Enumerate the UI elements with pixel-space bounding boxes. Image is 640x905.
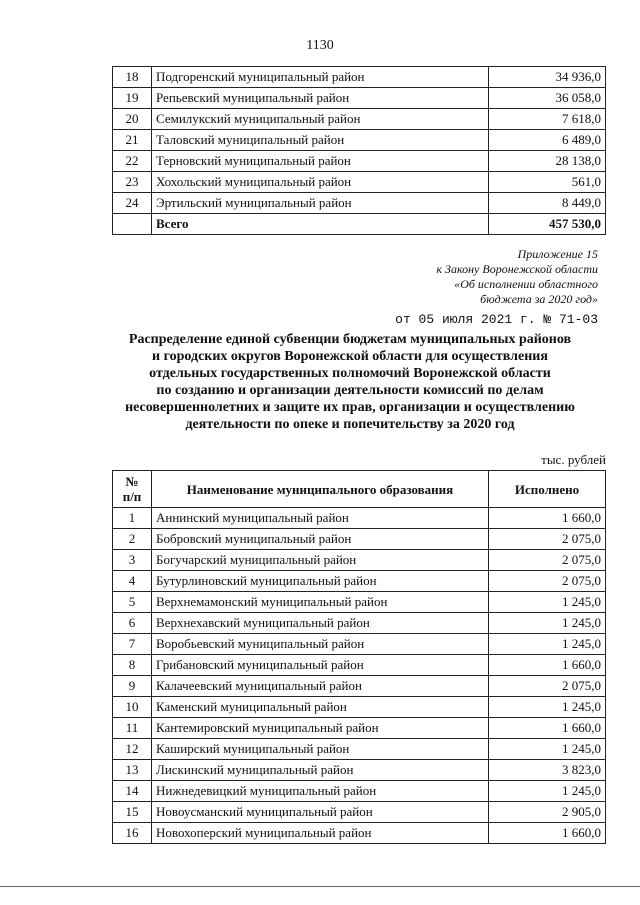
law-reference: от 05 июля 2021 г. № 71-03: [395, 312, 598, 327]
table-row: [113, 823, 606, 844]
total-label: Всего: [152, 214, 489, 235]
row-value: 28 138,0: [489, 151, 606, 172]
header-num: [113, 471, 152, 508]
row-number: 20: [113, 109, 152, 130]
header-value: Исполнено: [489, 471, 606, 508]
row-name: Воробьевский муниципальный район: [152, 634, 489, 655]
row-value: 1 660,0: [489, 823, 606, 844]
row-number: 4: [113, 571, 152, 592]
row-name: Грибановский муниципальный район: [152, 655, 489, 676]
units-label: тыс. рублей: [541, 452, 606, 467]
appendix-line: «Об исполнении областного: [454, 277, 598, 291]
row-number: 16: [113, 823, 152, 844]
row-number: 8: [113, 655, 152, 676]
row-number: 22: [113, 151, 152, 172]
row-value: 36 058,0: [489, 88, 606, 109]
row-number: 24: [113, 193, 152, 214]
row-number: 9: [113, 676, 152, 697]
row-number: 13: [113, 760, 152, 781]
table-header-row: [113, 471, 606, 508]
row-name: Лискинский муниципальный район: [152, 760, 489, 781]
row-number: 5: [113, 592, 152, 613]
total-num-cell: [113, 214, 152, 235]
row-number: 23: [113, 172, 152, 193]
row-name: Семилукский муниципальный район: [152, 109, 489, 130]
row-value: 1 245,0: [489, 613, 606, 634]
title-line: и городских округов Воронежской области для осуществления: [152, 349, 548, 364]
title-line: отдельных государственных полномочий Воронежской области: [149, 366, 551, 381]
table-row: [113, 781, 606, 802]
row-name: Каменский муниципальный район: [152, 697, 489, 718]
row-value: 1 245,0: [489, 592, 606, 613]
table-row: [113, 130, 606, 151]
row-name: Калачеевский муниципальный район: [152, 676, 489, 697]
row-name: Подгоренский муниципальный район: [152, 67, 489, 88]
row-value: 2 075,0: [489, 529, 606, 550]
header-num-line1: №: [125, 474, 139, 489]
appendix-line: бюджета за 2020 год»: [480, 292, 598, 306]
row-value: 2 905,0: [489, 802, 606, 823]
table1-body: [113, 67, 606, 214]
row-value: 1 245,0: [489, 697, 606, 718]
row-number: 14: [113, 781, 152, 802]
row-value: 2 075,0: [489, 676, 606, 697]
header-num-line2: п/п: [122, 489, 142, 504]
row-value: 1 245,0: [489, 634, 606, 655]
table-row: [113, 760, 606, 781]
table-row: [113, 193, 606, 214]
row-value: 1 660,0: [489, 655, 606, 676]
row-value: 1 660,0: [489, 718, 606, 739]
subsidy-table: [112, 470, 606, 844]
subsidy-table-continued: [112, 66, 606, 235]
row-number: 11: [113, 718, 152, 739]
row-value: 3 823,0: [489, 760, 606, 781]
row-name: Терновский муниципальный район: [152, 151, 489, 172]
row-number: 21: [113, 130, 152, 151]
row-number: 3: [113, 550, 152, 571]
row-name: Аннинский муниципальный район: [152, 508, 489, 529]
table-row: [113, 571, 606, 592]
table-row: [113, 655, 606, 676]
row-number: 10: [113, 697, 152, 718]
title-line: несовершеннолетних и защите их прав, организации и осуществлению: [125, 400, 575, 415]
table-row: [113, 151, 606, 172]
row-name: Верхнемамонский муниципальный район: [152, 592, 489, 613]
appendix-line: Приложение 15: [517, 247, 598, 261]
row-number: 2: [113, 529, 152, 550]
table-row: [113, 697, 606, 718]
row-number: 15: [113, 802, 152, 823]
table-row: [113, 676, 606, 697]
row-number: 1: [113, 508, 152, 529]
appendix-block: [436, 247, 598, 307]
row-value: 561,0: [489, 172, 606, 193]
table-row: [113, 508, 606, 529]
row-value: 8 449,0: [489, 193, 606, 214]
table-row: [113, 67, 606, 88]
footer-divider: [0, 886, 640, 887]
table-row: [113, 529, 606, 550]
row-value: 1 660,0: [489, 508, 606, 529]
row-name: Репьевский муниципальный район: [152, 88, 489, 109]
row-number: 7: [113, 634, 152, 655]
page-number: 1130: [306, 38, 334, 53]
row-name: Новоусманский муниципальный район: [152, 802, 489, 823]
row-name: Эртильский муниципальный район: [152, 193, 489, 214]
row-name: Богучарский муниципальный район: [152, 550, 489, 571]
header-name: Наименование муниципального образования: [152, 471, 489, 508]
row-number: 6: [113, 613, 152, 634]
row-value: 1 245,0: [489, 739, 606, 760]
row-value: 6 489,0: [489, 130, 606, 151]
table-row: [113, 592, 606, 613]
table-row: [113, 634, 606, 655]
row-value: 7 618,0: [489, 109, 606, 130]
document-title: [80, 331, 620, 433]
total-row: [113, 214, 606, 235]
table-row: [113, 550, 606, 571]
row-name: Хохольский муниципальный район: [152, 172, 489, 193]
row-name: Новохоперский муниципальный район: [152, 823, 489, 844]
table-row: [113, 109, 606, 130]
row-name: Нижнедевицкий муниципальный район: [152, 781, 489, 802]
title-line: деятельности по опеке и попечительству за 2020 год: [185, 417, 515, 432]
row-number: 12: [113, 739, 152, 760]
total-value: 457 530,0: [489, 214, 606, 235]
row-name: Бутурлиновский муниципальный район: [152, 571, 489, 592]
row-value: 1 245,0: [489, 781, 606, 802]
row-name: Верхнехавский муниципальный район: [152, 613, 489, 634]
row-name: Таловский муниципальный район: [152, 130, 489, 151]
title-line: Распределение единой субвенции бюджетам муниципальных районов: [128, 332, 572, 347]
row-value: 2 075,0: [489, 550, 606, 571]
appendix-line: к Закону Воронежской области: [436, 262, 598, 276]
table-row: [113, 718, 606, 739]
table-row: [113, 613, 606, 634]
row-name: Каширский муниципальный район: [152, 739, 489, 760]
table-row: [113, 88, 606, 109]
row-value: 2 075,0: [489, 571, 606, 592]
row-value: 34 936,0: [489, 67, 606, 88]
table-row: [113, 739, 606, 760]
table-row: [113, 172, 606, 193]
title-line: по созданию и организации деятельности комиссий по делам: [156, 383, 544, 398]
row-number: 18: [113, 67, 152, 88]
row-name: Бобровский муниципальный район: [152, 529, 489, 550]
table2-body: [113, 508, 606, 844]
row-number: 19: [113, 88, 152, 109]
table-row: [113, 802, 606, 823]
row-name: Кантемировский муниципальный район: [152, 718, 489, 739]
